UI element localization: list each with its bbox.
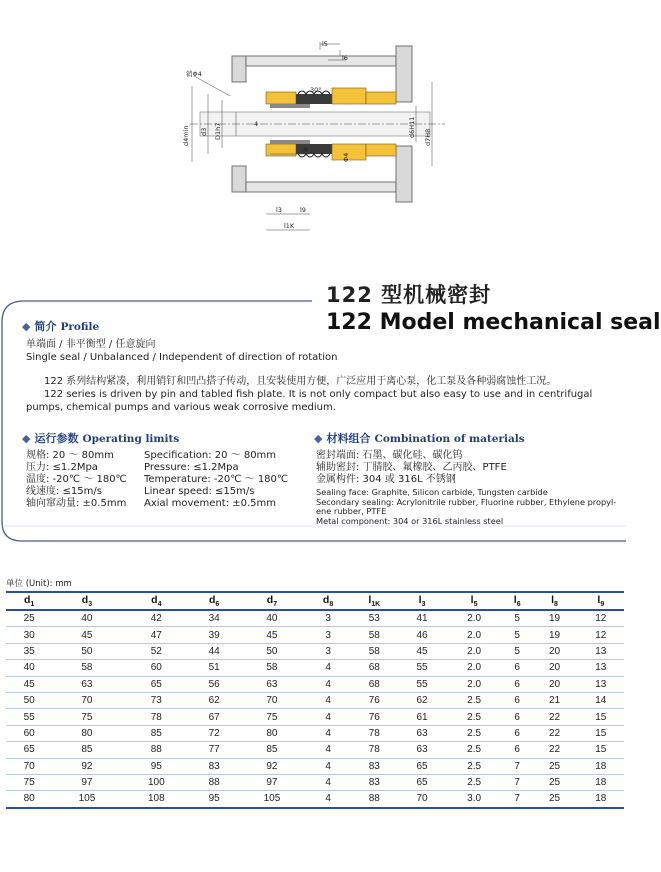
table-cell: 68 bbox=[350, 660, 399, 676]
table-cell: 105 bbox=[52, 791, 121, 808]
table-cell: 55 bbox=[399, 676, 445, 692]
column-header bbox=[307, 592, 350, 610]
table-cell: 88 bbox=[191, 774, 237, 790]
table-cell: 45 bbox=[237, 627, 306, 643]
table-cell: 60 bbox=[122, 660, 191, 676]
column-header-symbol: l bbox=[513, 593, 517, 606]
table-cell: 65 bbox=[6, 742, 52, 758]
table-cell: 83 bbox=[191, 758, 237, 774]
profile-heading-zh: 简介 bbox=[34, 320, 57, 333]
table-cell: 73 bbox=[122, 692, 191, 708]
materials-line-zh: 辅助密封: 丁腈胶、氟橡胶、乙丙胶、PTFE bbox=[316, 462, 507, 473]
column-header-symbol: l bbox=[368, 593, 372, 606]
table-cell: 6 bbox=[503, 725, 531, 741]
table-cell: 40 bbox=[52, 610, 121, 627]
operating-heading-en: Operating limits bbox=[82, 433, 180, 445]
table-cell: 80 bbox=[6, 791, 52, 808]
table-row bbox=[6, 774, 624, 790]
table-cell: 13 bbox=[578, 643, 624, 659]
table-cell: 15 bbox=[578, 725, 624, 741]
table-cell: 63 bbox=[237, 676, 306, 692]
table-cell: 4 bbox=[307, 676, 350, 692]
table-cell: 70 bbox=[237, 692, 306, 708]
label-d7: d7H8 bbox=[424, 128, 432, 146]
table-cell: 65 bbox=[399, 758, 445, 774]
table-cell: 2.5 bbox=[445, 692, 503, 708]
table-cell: 45 bbox=[399, 643, 445, 659]
table-row bbox=[6, 692, 624, 708]
table-cell: 21 bbox=[531, 692, 577, 708]
table-cell: 50 bbox=[52, 643, 121, 659]
table-cell: 70 bbox=[52, 692, 121, 708]
table-row bbox=[6, 791, 624, 808]
table-row bbox=[6, 660, 624, 676]
table-cell: 80 bbox=[52, 725, 121, 741]
table-cell: 46 bbox=[399, 627, 445, 643]
table-cell: 7 bbox=[503, 774, 531, 790]
materials-line-en: Secondary sealing: Acrylonitrile rubber, Fluorine rubber, Ethylene propyl- bbox=[316, 496, 617, 507]
table-cell: 92 bbox=[52, 758, 121, 774]
table-cell: 58 bbox=[52, 660, 121, 676]
table-cell: 25 bbox=[6, 610, 52, 627]
materials-line-en: Metal component: 304 or 316L stainless steel bbox=[316, 515, 504, 526]
table-cell: 85 bbox=[52, 742, 121, 758]
table-cell: 40 bbox=[6, 660, 52, 676]
table-cell: 4 bbox=[307, 758, 350, 774]
table-cell: 4 bbox=[307, 791, 350, 808]
column-header bbox=[503, 592, 531, 610]
table-cell: 70 bbox=[399, 791, 445, 808]
table-cell: 62 bbox=[191, 692, 237, 708]
table-cell: 76 bbox=[350, 692, 399, 708]
column-header-symbol: l bbox=[551, 593, 555, 606]
diamond-bullet-icon: ◆ bbox=[314, 432, 323, 445]
label-d3: d3 bbox=[200, 127, 208, 136]
label-phi4: Φ4 bbox=[342, 152, 350, 162]
column-header-symbol: d bbox=[208, 593, 216, 606]
label-l9: l9 bbox=[300, 206, 306, 214]
table-cell: 105 bbox=[237, 791, 306, 808]
table-cell: 41 bbox=[399, 610, 445, 627]
label-d4: d4min bbox=[182, 125, 190, 146]
unit-label: 单位 (Unit): mm bbox=[6, 579, 72, 589]
table-cell: 2.5 bbox=[445, 774, 503, 790]
table-cell: 25 bbox=[531, 758, 577, 774]
table-cell: 13 bbox=[578, 676, 624, 692]
column-header-subscript: 1 bbox=[30, 601, 35, 609]
profile-line-zh: 单端面 / 非平衡型 / 任意旋向 bbox=[26, 339, 156, 350]
table-row bbox=[6, 742, 624, 758]
table-cell: 65 bbox=[122, 676, 191, 692]
label-dim4: 4 bbox=[254, 120, 259, 128]
table-cell: 13 bbox=[578, 660, 624, 676]
table-cell: 88 bbox=[122, 742, 191, 758]
table-cell: 3 bbox=[307, 643, 350, 659]
table-cell: 2.5 bbox=[445, 725, 503, 741]
materials-heading bbox=[314, 430, 525, 446]
profile-description-en: 122 series is driven by pin and tabled fish plate. It is not only compact but also easy to use and in centrifugal pumps, chemical pumps and various weak corrosive medium. bbox=[26, 389, 593, 413]
materials-line-en: ene rubber, PTFE bbox=[316, 506, 387, 516]
table-cell: 18 bbox=[578, 758, 624, 774]
table-cell: 72 bbox=[191, 725, 237, 741]
column-header-subscript: 8 bbox=[554, 601, 558, 609]
table-cell: 83 bbox=[350, 758, 399, 774]
table-cell: 75 bbox=[6, 774, 52, 790]
title-english: 122 Model mechanical seal bbox=[326, 310, 661, 335]
table-cell: 6 bbox=[503, 692, 531, 708]
operating-item-zh: 线速度: ≤15m/s bbox=[26, 486, 102, 497]
table-cell: 50 bbox=[6, 692, 52, 708]
diamond-bullet-icon: ◆ bbox=[22, 432, 31, 445]
table-cell: 78 bbox=[350, 742, 399, 758]
column-header-symbol: d bbox=[151, 593, 158, 606]
table-row bbox=[6, 725, 624, 741]
column-header bbox=[52, 592, 121, 610]
table-cell: 12 bbox=[578, 610, 624, 627]
table-cell: 58 bbox=[350, 643, 399, 659]
materials-heading-zh: 材料组合 bbox=[326, 432, 371, 445]
table-cell: 15 bbox=[578, 742, 624, 758]
table-cell: 2.5 bbox=[445, 709, 503, 725]
column-header bbox=[578, 592, 624, 610]
table-cell: 88 bbox=[350, 791, 399, 808]
table-cell: 92 bbox=[237, 758, 306, 774]
column-header-subscript: 4 bbox=[157, 601, 162, 609]
table-row bbox=[6, 676, 624, 692]
table-cell: 3 bbox=[307, 610, 350, 627]
seal-assembly-bottom bbox=[266, 140, 396, 160]
table-cell: 3.0 bbox=[445, 791, 503, 808]
column-header-subscript: 5 bbox=[473, 601, 478, 609]
table-cell: 42 bbox=[122, 610, 191, 627]
table-cell: 95 bbox=[191, 791, 237, 808]
table-cell: 60 bbox=[6, 725, 52, 741]
table-row bbox=[6, 709, 624, 725]
profile-description-zh: 122 系列结构紧凑，利用销钉和凹凸搭子传动，且安装使用方便，广泛应用于离心泵，化工泵及各种弱腐蚀性工况。 bbox=[44, 376, 557, 387]
seal-assembly-top bbox=[266, 88, 396, 108]
table-cell: 68 bbox=[350, 676, 399, 692]
table-cell: 20 bbox=[531, 660, 577, 676]
column-header-symbol: l bbox=[470, 593, 474, 606]
table-cell: 63 bbox=[52, 676, 121, 692]
label-d6: d6H11 bbox=[408, 116, 416, 138]
table-cell: 95 bbox=[122, 758, 191, 774]
column-header-subscript: 7 bbox=[273, 601, 278, 609]
table-cell: 15 bbox=[578, 709, 624, 725]
table-cell: 55 bbox=[399, 660, 445, 676]
column-header-symbol: d bbox=[23, 593, 31, 606]
table-cell: 4 bbox=[307, 709, 350, 725]
materials-line-zh: 密封端面: 石墨、碳化硅、碳化钨 bbox=[316, 450, 463, 461]
column-header bbox=[350, 592, 399, 610]
operating-item-zh: 轴向窜动量: ±0.5mm bbox=[26, 498, 127, 509]
profile-line-en: Single seal / Unbalanced / Independent of direction of rotation bbox=[26, 352, 338, 363]
table-cell: 4 bbox=[307, 725, 350, 741]
table-cell: 2.0 bbox=[445, 610, 503, 627]
operating-heading-zh: 运行参数 bbox=[34, 432, 79, 445]
label-angle: 30° bbox=[310, 86, 322, 94]
column-header-subscript: 8 bbox=[329, 601, 334, 609]
table-row bbox=[6, 758, 624, 774]
column-header-subscript: 3 bbox=[421, 601, 426, 609]
operating-item-en: Axial movement: ±0.5mm bbox=[144, 498, 277, 509]
materials-line-zh: 金属构件: 304 或 316L 不锈钢 bbox=[316, 474, 456, 485]
table-cell: 2.0 bbox=[445, 627, 503, 643]
operating-item-en: Temperature: -20℃ ～ 180℃ bbox=[144, 474, 289, 485]
label-pin: 销Φ4 bbox=[186, 70, 202, 78]
table-cell: 77 bbox=[191, 742, 237, 758]
operating-item-en: Linear speed: ≤15m/s bbox=[144, 486, 255, 497]
label-l1k: l1K bbox=[284, 222, 295, 230]
table-cell: 34 bbox=[191, 610, 237, 627]
table-cell: 3 bbox=[307, 627, 350, 643]
table-cell: 6 bbox=[503, 660, 531, 676]
table-cell: 4 bbox=[307, 692, 350, 708]
table-cell: 83 bbox=[350, 774, 399, 790]
table-cell: 5 bbox=[503, 610, 531, 627]
table-cell: 35 bbox=[6, 643, 52, 659]
label-d1: D1h7 bbox=[214, 122, 222, 140]
table-cell: 2.0 bbox=[445, 676, 503, 692]
column-header-symbol: d bbox=[322, 593, 330, 606]
table-cell: 18 bbox=[578, 791, 624, 808]
table-cell: 76 bbox=[350, 709, 399, 725]
table-cell: 12 bbox=[578, 627, 624, 643]
table-header-row bbox=[6, 592, 624, 610]
table-cell: 53 bbox=[350, 610, 399, 627]
table-cell: 78 bbox=[350, 725, 399, 741]
label-l8: l8 bbox=[302, 146, 308, 154]
table-cell: 97 bbox=[237, 774, 306, 790]
table-cell: 19 bbox=[531, 610, 577, 627]
column-header bbox=[445, 592, 503, 610]
table-cell: 22 bbox=[531, 742, 577, 758]
label-l5: l5 bbox=[322, 40, 328, 48]
table-cell: 18 bbox=[578, 774, 624, 790]
table-cell: 20 bbox=[531, 676, 577, 692]
column-header bbox=[6, 592, 52, 610]
column-header-symbol: l bbox=[597, 593, 601, 606]
table-cell: 56 bbox=[191, 676, 237, 692]
table-cell: 100 bbox=[122, 774, 191, 790]
table-cell: 14 bbox=[578, 692, 624, 708]
table-cell: 25 bbox=[531, 774, 577, 790]
column-header bbox=[191, 592, 237, 610]
dimensions-table bbox=[6, 591, 624, 809]
column-header-subscript: 1K bbox=[371, 601, 381, 609]
operating-item-zh: 温度: -20℃ ～ 180℃ bbox=[26, 474, 127, 485]
profile-heading bbox=[22, 318, 99, 334]
table-cell: 4 bbox=[307, 774, 350, 790]
materials-heading-en: Combination of materials bbox=[374, 433, 525, 445]
table-cell: 75 bbox=[237, 709, 306, 725]
table-cell: 7 bbox=[503, 758, 531, 774]
table-cell: 47 bbox=[122, 627, 191, 643]
table-cell: 65 bbox=[399, 774, 445, 790]
table-cell: 45 bbox=[52, 627, 121, 643]
seal-cross-section-drawing bbox=[170, 36, 630, 248]
diamond-bullet-icon: ◆ bbox=[22, 320, 31, 333]
table-cell: 19 bbox=[531, 627, 577, 643]
column-header bbox=[531, 592, 577, 610]
table-cell: 30 bbox=[6, 627, 52, 643]
profile-heading-en: Profile bbox=[60, 321, 100, 333]
column-header bbox=[237, 592, 306, 610]
table-cell: 22 bbox=[531, 709, 577, 725]
column-header-subscript: 6 bbox=[516, 601, 521, 609]
column-header-subscript: 6 bbox=[215, 601, 220, 609]
table-cell: 4 bbox=[307, 660, 350, 676]
table-cell: 2.0 bbox=[445, 660, 503, 676]
label-l3: l3 bbox=[276, 206, 282, 214]
table-cell: 62 bbox=[399, 692, 445, 708]
table-cell: 63 bbox=[399, 725, 445, 741]
table-row bbox=[6, 643, 624, 659]
table-cell: 2.0 bbox=[445, 643, 503, 659]
table-cell: 25 bbox=[531, 791, 577, 808]
table-cell: 6 bbox=[503, 709, 531, 725]
operating-item-en: Specification: 20 ～ 80mm bbox=[144, 450, 277, 461]
table-cell: 2.5 bbox=[445, 758, 503, 774]
table-cell: 51 bbox=[191, 660, 237, 676]
title-chinese: 122 型机械密封 bbox=[326, 283, 492, 307]
table-cell: 20 bbox=[531, 643, 577, 659]
label-l6: l6 bbox=[342, 54, 348, 62]
table-cell: 75 bbox=[52, 709, 121, 725]
operating-item-zh: 规格: 20 ～ 80mm bbox=[26, 450, 114, 461]
table-cell: 39 bbox=[191, 627, 237, 643]
table-cell: 7 bbox=[503, 791, 531, 808]
operating-item-zh: 压力: ≤1.2Mpa bbox=[26, 462, 98, 473]
table-cell: 5 bbox=[503, 643, 531, 659]
table-cell: 2.5 bbox=[445, 742, 503, 758]
table-cell: 97 bbox=[52, 774, 121, 790]
table-cell: 61 bbox=[399, 709, 445, 725]
table-cell: 6 bbox=[503, 742, 531, 758]
table-cell: 55 bbox=[6, 709, 52, 725]
operating-item-en: Pressure: ≤1.2Mpa bbox=[144, 462, 239, 473]
table-row bbox=[6, 627, 624, 643]
column-header-symbol: d bbox=[81, 593, 89, 606]
table-cell: 85 bbox=[237, 742, 306, 758]
operating-heading bbox=[22, 430, 179, 446]
table-cell: 85 bbox=[122, 725, 191, 741]
table-cell: 6 bbox=[503, 676, 531, 692]
table-cell: 50 bbox=[237, 643, 306, 659]
table-cell: 80 bbox=[237, 725, 306, 741]
table-cell: 5 bbox=[503, 627, 531, 643]
table-cell: 78 bbox=[122, 709, 191, 725]
table-cell: 67 bbox=[191, 709, 237, 725]
table-cell: 44 bbox=[191, 643, 237, 659]
table-row bbox=[6, 610, 624, 627]
table-cell: 70 bbox=[6, 758, 52, 774]
table-cell: 58 bbox=[237, 660, 306, 676]
materials-line-en: Sealing face: Graphite, Silicon carbide, Tungsten carbide bbox=[316, 487, 548, 497]
table-cell: 63 bbox=[399, 742, 445, 758]
table-cell: 108 bbox=[122, 791, 191, 808]
table-cell: 58 bbox=[350, 627, 399, 643]
column-header-symbol: l bbox=[418, 593, 422, 606]
table-cell: 4 bbox=[307, 742, 350, 758]
table-cell: 45 bbox=[6, 676, 52, 692]
column-header bbox=[122, 592, 191, 610]
column-header-symbol: d bbox=[266, 593, 274, 606]
table-cell: 40 bbox=[237, 610, 306, 627]
title-block bbox=[326, 282, 661, 338]
column-header-subscript: 9 bbox=[600, 601, 605, 609]
column-header-subscript: 3 bbox=[88, 601, 93, 609]
column-header bbox=[399, 592, 445, 610]
table-cell: 22 bbox=[531, 725, 577, 741]
table-cell: 52 bbox=[122, 643, 191, 659]
